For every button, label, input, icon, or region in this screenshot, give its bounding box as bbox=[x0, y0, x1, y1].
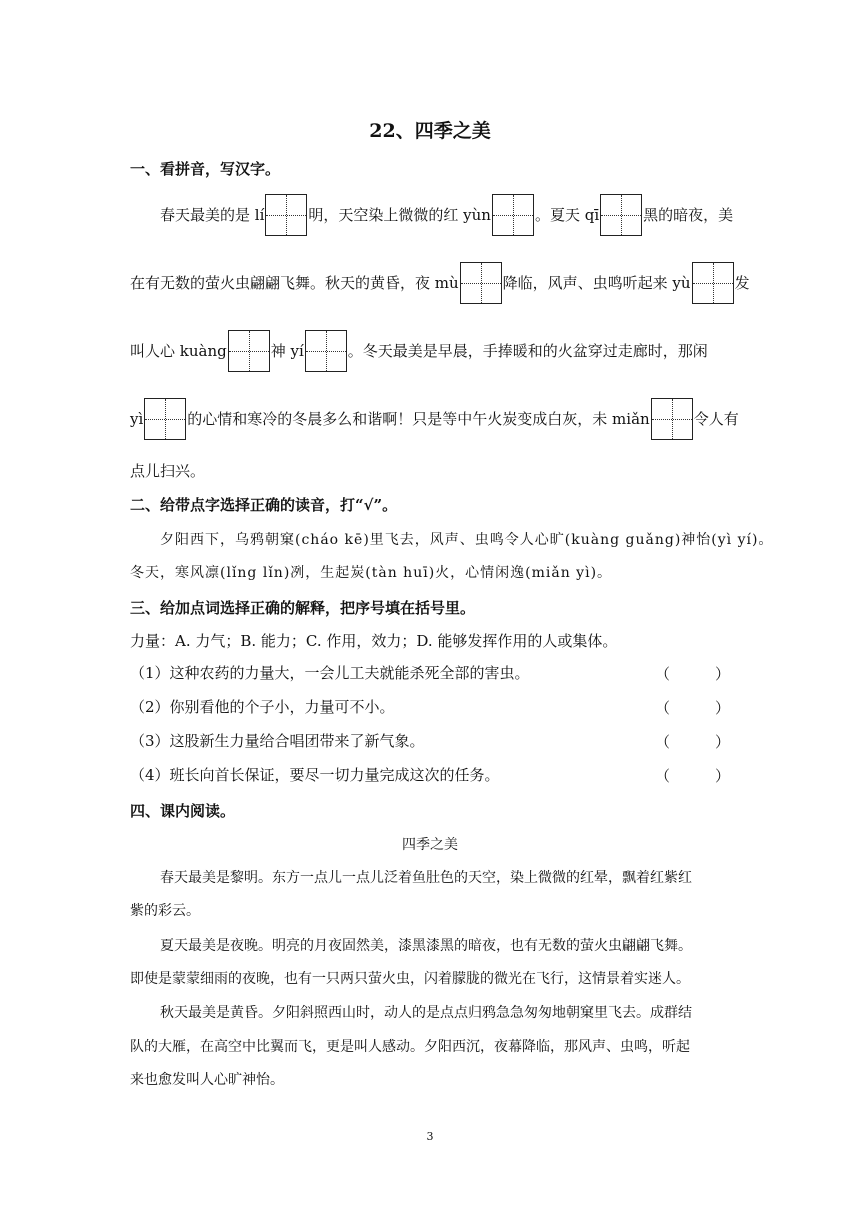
text-segment: 。冬天最美是早晨，手捧暖和的火盆穿过走廊时，那闲 bbox=[347, 342, 708, 360]
text-segment: 发 bbox=[734, 274, 750, 292]
writing-box-yi2[interactable] bbox=[144, 398, 186, 440]
pinyin-line-4 bbox=[130, 398, 739, 440]
section-3-heading: 三、给加点词选择正确的解释，把序号填在括号里。 bbox=[130, 599, 476, 617]
answer-blank-1[interactable]: （ ） bbox=[655, 665, 731, 683]
answer-blank-4[interactable]: （ ） bbox=[655, 767, 731, 785]
writing-box-li[interactable] bbox=[265, 194, 307, 236]
writing-box-mian[interactable] bbox=[651, 398, 693, 440]
passage-line: 秋天最美是黄昏。夕阳斜照西山时，动人的是点点归鸦急急匆匆地朝窠里飞去。成群结 bbox=[160, 1005, 692, 1021]
text-segment: 叫人心 kuàng bbox=[130, 342, 227, 360]
text-segment: yì bbox=[130, 410, 144, 428]
passage-line: 春天最美是黎明。东方一点儿一点儿泛着鱼肚色的天空，染上微微的红晕，飘着红紫红 bbox=[160, 870, 692, 886]
passage-line: 队的大雁，在高空中比翼而飞，更是叫人感动。夕阳西沉，夜幕降临，那风声、虫鸣，听起 bbox=[130, 1039, 690, 1055]
text-segment: 。夏天 qī bbox=[534, 206, 600, 224]
page-number: 3 bbox=[426, 1130, 434, 1143]
text-segment: 降临，风声、虫鸣听起来 yù bbox=[502, 274, 691, 292]
pronunciation-line-1: 夕阳西下，乌鸦朝窠(cháo kē)里飞去，风声、虫鸣令人心旷(kuàng guǎng)神怡(yì yí)。 bbox=[160, 532, 774, 548]
writing-box-kuang[interactable] bbox=[228, 330, 270, 372]
passage-line: 紫的彩云。 bbox=[130, 903, 200, 919]
pinyin-line-5: 点儿扫兴。 bbox=[130, 462, 206, 480]
pronunciation-line-2: 冬天，寒风凛(lǐng lǐn)冽，生起炭(tàn huī)火，心情闲逸(miǎn yì)。 bbox=[130, 565, 613, 581]
passage-line: 来也愈发叫人心旷神怡。 bbox=[130, 1072, 284, 1088]
question-item-1: （1）这种农药的力量大，一会儿工夫就能杀死全部的害虫。 bbox=[130, 664, 530, 682]
passage-title: 四季之美 bbox=[402, 837, 458, 853]
section-2-heading: 二、给带点字选择正确的读音，打“√”。 bbox=[130, 496, 398, 514]
writing-box-yi[interactable] bbox=[305, 330, 347, 372]
writing-box-qi[interactable] bbox=[600, 194, 642, 236]
definition-line: 力量：A. 力气；B. 能力；C. 作用，效力；D. 能够发挥作用的人或集体。 bbox=[130, 632, 618, 650]
writing-box-yu[interactable] bbox=[692, 262, 734, 304]
pinyin-line-3 bbox=[130, 330, 708, 372]
answer-blank-2[interactable]: （ ） bbox=[655, 699, 731, 717]
section-4-heading: 四、课内阅读。 bbox=[130, 802, 236, 820]
text-segment: 黑的暗夜，美 bbox=[643, 206, 734, 224]
answer-blank-3[interactable]: （ ） bbox=[655, 733, 731, 751]
text-segment: 在有无数的萤火虫翩翩飞舞。秋天的黄昏，夜 mù bbox=[130, 274, 459, 292]
question-item-4: （4）班长向首长保证，要尽一切力量完成这次的任务。 bbox=[130, 766, 500, 784]
writing-box-mu[interactable] bbox=[460, 262, 502, 304]
passage-line: 夏天最美是夜晚。明亮的月夜固然美，漆黑漆黑的暗夜，也有无数的萤火虫翩翩飞舞。 bbox=[160, 938, 692, 954]
text-segment: 明，天空染上微微的红 yùn bbox=[308, 206, 491, 224]
text-segment: 令人有 bbox=[693, 410, 739, 428]
passage-line: 即使是蒙蒙细雨的夜晚，也有一只两只萤火虫，闪着朦胧的微光在飞行，这情景着实迷人。 bbox=[130, 971, 690, 987]
section-1-heading: 一、看拼音，写汉字。 bbox=[130, 160, 281, 178]
pinyin-line-2 bbox=[130, 262, 750, 304]
pinyin-line-1 bbox=[160, 194, 733, 236]
text-segment: 春天最美的是 lí bbox=[160, 206, 265, 224]
question-item-2: （2）你别看他的个子小，力量可不小。 bbox=[130, 698, 395, 716]
writing-box-yun[interactable] bbox=[492, 194, 534, 236]
text-segment: 的心情和寒冷的冬晨多么和谐啊！只是等中午火炭变成白灰，未 miǎn bbox=[187, 410, 650, 428]
text-segment: 神 yí bbox=[270, 342, 304, 360]
page-title: 22、四季之美 bbox=[369, 120, 491, 142]
question-item-3: （3）这股新生力量给合唱团带来了新气象。 bbox=[130, 732, 425, 750]
